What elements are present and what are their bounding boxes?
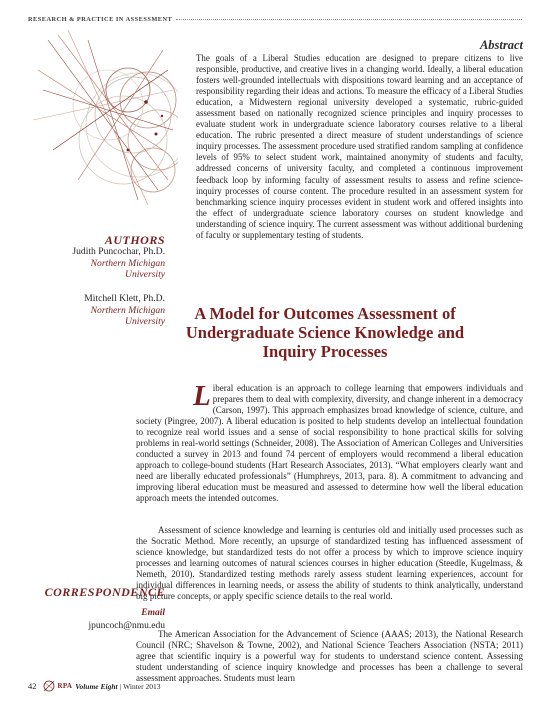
running-header-text: RESEARCH & PRACTICE IN ASSESSMENT <box>28 15 173 23</box>
author-name: Judith Puncochar, Ph.D. <box>72 246 165 257</box>
article-title: A Model for Outcomes Assessment of Undergraduate Science Knowledge and Inquiry Processes <box>185 304 465 361</box>
email-label: Email <box>141 608 165 618</box>
journal-abbreviation: RPA <box>57 682 73 690</box>
drop-cap: L <box>193 380 211 412</box>
footer-separator: | <box>119 681 122 691</box>
body-paragraph: The American Association for the Advancement of Science (AAAS; 2013), the National Research Council (NRC; Shavelson & Towne, 2002), and National Science Teachers Association (NSTA; 2011) agree that scientific inquiry is a powerful way for students to understand science content. Assessing student understanding of science inquiry knowledge and processes has been a challenge to several assessment approaches. Students must learn <box>136 629 523 684</box>
paragraph-text: iberal education is an approach to college learning that empowers individuals and prepares them to deal with complexity, diversity, and change inherent in a democracy (Carson, 1997). This approach emphasizes broad knowledge of science, culture, and society (Pingree, 2007). A liberal education is posited to help students develop an intellectual foundation to recognize real world issues and a sense of social responsibility to hone practical skills for solving problems in real-world settings (Schneider, 2008). The Association of American Colleges and Universities conducted a survey in 2013 and found 74 percent of employers would recommend a liberal education approach to college-bound students (Hart Research Associates, 2013). “What employers clearly want and need are liberally educated professionals” (Humphreys, 2013, para. 8). A commitment to advancing and improving liberal education must be measured and assessed to determine how well the liberal education approach meets the intended outcomes. <box>136 383 523 504</box>
running-header <box>28 13 522 25</box>
correspondence-heading: CORRESPONDENCE <box>44 585 165 599</box>
body-paragraph: Assessment of science knowledge and learning is centuries old and initially used processes such as the Socratic Method. More recently, an upsurge of standardized testing has influenced assessment of science knowledge, but standardized tests do not offer a process by which to improve science inquiry processes and learning outcomes of natural sciences courses in higher education (Steedle, Kugelmass, & Nemeth, 2010). Standardized testing methods rarely assess student learning experiences, account for individual differences in learning needs, or assess the ability of students to think analytically, understand big picture concepts, or apply specific science details to the real world. <box>136 525 523 602</box>
author-block <box>84 293 165 328</box>
author-name: Mitchell Klett, Ph.D. <box>84 293 165 304</box>
journal-logo-graphic <box>28 30 178 210</box>
body-paragraph <box>136 380 523 505</box>
rpa-logo-icon <box>43 680 55 692</box>
author-institution: University <box>125 269 165 280</box>
email-address[interactable]: jpuncoch@nmu.edu <box>88 621 165 631</box>
abstract-text: The goals of a Liberal Studies education are designed to prepare citizens to live responsible, productive, and creative lives in a changing world. Ideally, a liberal education fosters well-grounded intellectuals with dispositions toward learning and an acceptance of responsibility regarding their ideas and actions. To measure the efficacy of a Liberal Studies education, a Midwestern regional university developed a systematic, rubric-guided assessment based on nationally recognized science principles and inquiry processes to evaluate student work in undergraduate science laboratory courses relative to a liberal education. The rubric presented a direct measure of student understandings of science inquiry processes. The assessment procedure used stratified random sampling at confidence levels of 95% to select student work, maintained anonymity of students and faculty, addressed concerns of university faculty, and completed a continuous improvement feedback loop by informing faculty of assessment results to assess and refine science-inquiry processes of course content. The procedure resulted in an assessment system for benchmarking science inquiry processes evident in student work and offered insights into the effect of undergraduate science laboratory courses on student knowledge and understanding of science inquiry. The current assessment was without additional burdening of faculty or supplementary testing of students. <box>196 53 523 240</box>
header-dotted-rule <box>176 18 522 20</box>
page-number: 42 <box>28 681 37 691</box>
page-footer <box>28 678 161 694</box>
author-institution: Northern Michigan <box>90 257 165 269</box>
authors-heading: AUTHORS <box>104 233 165 247</box>
issue-label: Winter 2013 <box>123 681 161 691</box>
volume-label: Volume Eight <box>75 681 118 691</box>
author-institution: Northern Michigan <box>90 304 165 316</box>
author-block <box>72 246 165 281</box>
abstract-heading: Abstract <box>479 38 523 52</box>
author-institution: University <box>125 316 165 327</box>
